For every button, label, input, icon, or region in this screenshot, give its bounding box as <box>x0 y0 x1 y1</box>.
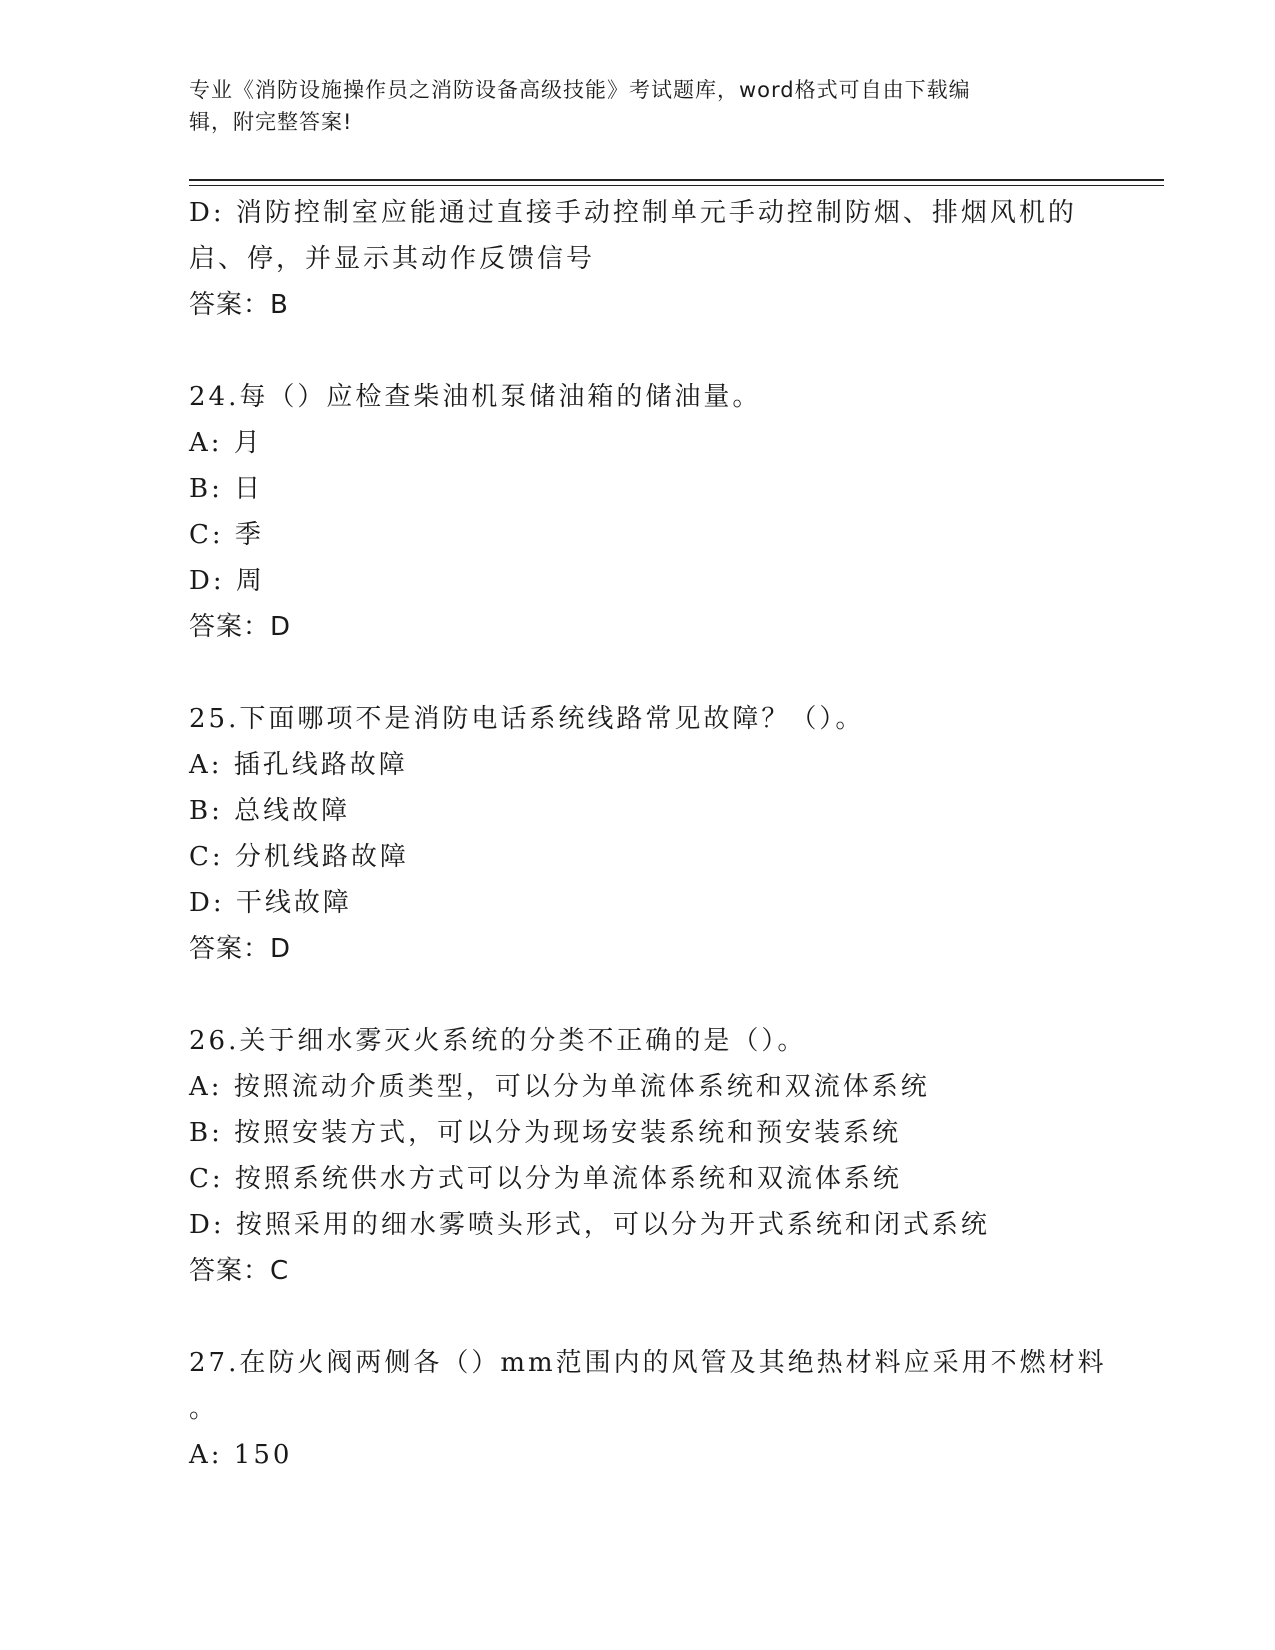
q23-option-d-line-2: 启、停，并显示其动作反馈信号 <box>189 244 596 274</box>
q26-option-b: B: 按照安装方式，可以分为现场安装系统和预安装系统 <box>189 1118 902 1148</box>
q24-option-a: A: 月 <box>189 428 263 458</box>
q26-option-a: A: 按照流动介质类型，可以分为单流体系统和双流体系统 <box>189 1072 930 1102</box>
q24-stem: 24.每（）应检查柴油机泵储油箱的储油量。 <box>189 382 762 412</box>
header-line-2: 辑，附完整答案! <box>189 110 353 134</box>
q26-answer: 答案：C <box>189 1256 290 1286</box>
q25-option-c: C: 分机线路故障 <box>189 842 409 872</box>
q25-option-d: D: 干线故障 <box>189 888 352 918</box>
q24-option-c: C: 季 <box>189 520 264 550</box>
q25-option-b: B: 总线故障 <box>189 796 351 826</box>
question-list <box>189 190 1107 1478</box>
q24-answer: 答案：D <box>189 612 292 642</box>
q26-option-c: C: 按照系统供水方式可以分为单流体系统和双流体系统 <box>189 1164 902 1194</box>
q25-answer: 答案：D <box>189 934 292 964</box>
spacer <box>189 1294 1089 1340</box>
q27-stem-line-1: 27.在防火阀两侧各（）mm范围内的风管及其绝热材料应采用不燃材料 <box>189 1348 1107 1378</box>
spacer <box>189 650 1089 696</box>
q23-answer: 答案：B <box>189 290 289 320</box>
q25-option-a: A: 插孔线路故障 <box>189 750 408 780</box>
spacer <box>189 972 1089 1018</box>
q24-option-d: D: 周 <box>189 566 265 596</box>
header-divider-thin <box>189 185 1164 186</box>
header-divider-thick <box>189 179 1164 181</box>
spacer <box>189 328 1089 374</box>
q24-option-b: B: 日 <box>189 474 264 504</box>
q26-option-d: D: 按照采用的细水雾喷头形式，可以分为开式系统和闭式系统 <box>189 1210 990 1240</box>
q27-option-a: A: 150 <box>189 1440 293 1470</box>
q23-option-d-line-1: D: 消防控制室应能通过直接手动控制单元手动控制防烟、排烟风机的 <box>189 198 1077 228</box>
header-line-1: 专业《消防设施操作员之消防设备高级技能》考试题库，word格式可自由下载编 <box>189 78 971 102</box>
q25-stem: 25.下面哪项不是消防电话系统线路常见故障？（）。 <box>189 704 865 734</box>
q26-stem: 26.关于细水雾灭火系统的分类不正确的是（）。 <box>189 1026 807 1056</box>
q27-stem-line-2: 。 <box>189 1394 219 1424</box>
document-header <box>189 74 1089 138</box>
